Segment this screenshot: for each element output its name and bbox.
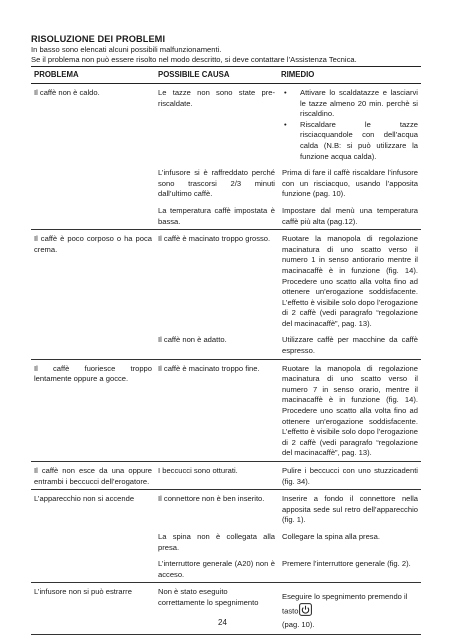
bullet-marker: • bbox=[284, 88, 287, 97]
problem-cell: Il caffè non esce da una oppure entrambi i beccucci dell’erogatore. bbox=[31, 462, 155, 490]
problem-cell: Il caffè è poco corposo o ha poca crema. bbox=[31, 230, 155, 332]
bullet-marker: • bbox=[284, 119, 287, 129]
remedy-text: Eseguire lo spegnimento premendo il tasto bbox=[282, 592, 408, 616]
remedy-cell: Pulire i beccucci con uno stuzzicadenti (fig. 34). bbox=[278, 462, 421, 490]
table-row bbox=[31, 164, 421, 202]
cause-cell: Le tazze non sono state pre-riscaldate. bbox=[155, 84, 278, 165]
bullet-text: Riscaldare le tazze risciacquandole con dell’acqua calda (N.B: si può utilizzare la funzione acqua calda). bbox=[300, 119, 418, 161]
table-row bbox=[31, 230, 421, 332]
problem-cell: L’apparecchio non si accende bbox=[31, 490, 155, 528]
page-number: 24 bbox=[218, 618, 227, 627]
remedy-cell: Prima di fare il caffè riscaldare l’infusore con un risciacquo, usando l’apposita funzione (pag. 10). bbox=[282, 168, 418, 199]
cause-cell: Il caffè è macinato troppo fine. bbox=[155, 359, 278, 461]
intro-line-1: In basso sono elencati alcuni possibili malfunzionamenti. bbox=[31, 45, 222, 54]
remedy-text: (pag. 10). bbox=[282, 619, 315, 629]
table-row bbox=[31, 359, 421, 461]
remedy-bullet bbox=[282, 120, 418, 162]
table-row bbox=[31, 202, 421, 230]
cause-cell: Non è stato eseguito correttamente lo spegnimento bbox=[155, 583, 278, 635]
remedy-cell: Ruotare la manopola di regolazione macinatura di uno scatto verso il numero 7 in senso orario, mentre il macinacaffè è in funzione (fig. 14). Procedere uno scatto alla volta fino ad ottenere un’erogazione soddisfacente. L’effetto è visibile solo dopo l’erogazione di 2 caffè (vedi paragrafo “regolazione del macinacaffè”, pag. 13). bbox=[278, 359, 421, 461]
cause-cell: Il caffè è macinato troppo grosso. bbox=[155, 230, 278, 332]
problem-cell: Il caffè fuoriesce troppo lentamente oppure a gocce. bbox=[31, 359, 155, 461]
problem-cell bbox=[31, 555, 155, 583]
table-row bbox=[31, 331, 421, 359]
problem-cell bbox=[31, 331, 155, 359]
header-problem: PROBLEMA bbox=[31, 67, 155, 84]
table-row bbox=[31, 555, 421, 583]
table-header-row bbox=[31, 67, 421, 84]
cause-cell: I beccucci sono otturati. bbox=[155, 462, 278, 490]
header-remedy: RIMEDIO bbox=[278, 67, 421, 84]
cause-cell: La temperatura caffè impostata è bassa. bbox=[158, 205, 275, 226]
table-row bbox=[31, 84, 421, 165]
cause-cell: Il caffè non è adatto. bbox=[158, 335, 227, 345]
problem-cell bbox=[31, 528, 155, 555]
remedy-cell bbox=[278, 583, 421, 635]
remedy-cell: Impostare dal menù una temperatura caffè più alta (pag.12). bbox=[282, 205, 418, 226]
cause-cell: La spina non è collegata alla presa. bbox=[158, 531, 275, 552]
table-row bbox=[31, 462, 421, 490]
remedy-cell bbox=[278, 84, 421, 165]
power-button-icon bbox=[299, 603, 312, 620]
intro-line-2: Se il problema non può essere risolto nel modo descritto, si deve contattare l’Assistenza Tecnica. bbox=[31, 55, 357, 64]
header-cause: POSSIBILE CAUSA bbox=[155, 67, 278, 84]
section-title: RISOLUZIONE DEI PROBLEMI bbox=[31, 34, 166, 44]
remedy-cell: Premere l’interruttore generale (fig. 2). bbox=[282, 559, 411, 569]
problem-cell: L’infusore non si può estrarre bbox=[31, 583, 155, 635]
troubleshooting-table bbox=[31, 66, 421, 635]
table-row bbox=[31, 528, 421, 555]
bullet-text: Attivare lo scaldatazze e lasciarvi le tazze almeno 20 min. perchè si riscaldino. bbox=[300, 88, 418, 119]
cause-cell: L’infusore si è raffreddato perché sono trascorsi 2/3 minuti dall’ultimo caffè. bbox=[158, 168, 275, 199]
table-row bbox=[31, 490, 421, 528]
cause-cell: Il connettore non è ben inserito. bbox=[155, 490, 278, 528]
remedy-cell: Inserire a fondo il connettore nella apposita sede sul retro dell’apparecchio (fig. 1). bbox=[278, 490, 421, 528]
remedy-cell: Utilizzare caffè per macchine da caffè espresso. bbox=[282, 335, 418, 356]
problem-cell bbox=[31, 164, 155, 202]
problem-cell: Il caffè non è caldo. bbox=[31, 84, 155, 165]
problem-cell bbox=[31, 202, 155, 230]
remedy-bullet bbox=[282, 88, 418, 120]
remedy-cell: Collegare la spina alla presa. bbox=[282, 531, 380, 541]
cause-cell: L’interruttore generale (A20) non è acceso. bbox=[158, 559, 275, 579]
remedy-cell: Ruotare la manopola di regolazione macinatura di uno scatto verso il numero 1 in senso antiorario mentre il macinacaffè è in funzione (fig. 14). Procedere uno scatto alla volta fino ad ottenere un’erogazione soddisfacente. L’effetto è visibile solo dopo l’erogazione di 2 caffè (vedi paragrafo “regolazione del macinacaffè”, pag. 13). bbox=[278, 230, 421, 332]
